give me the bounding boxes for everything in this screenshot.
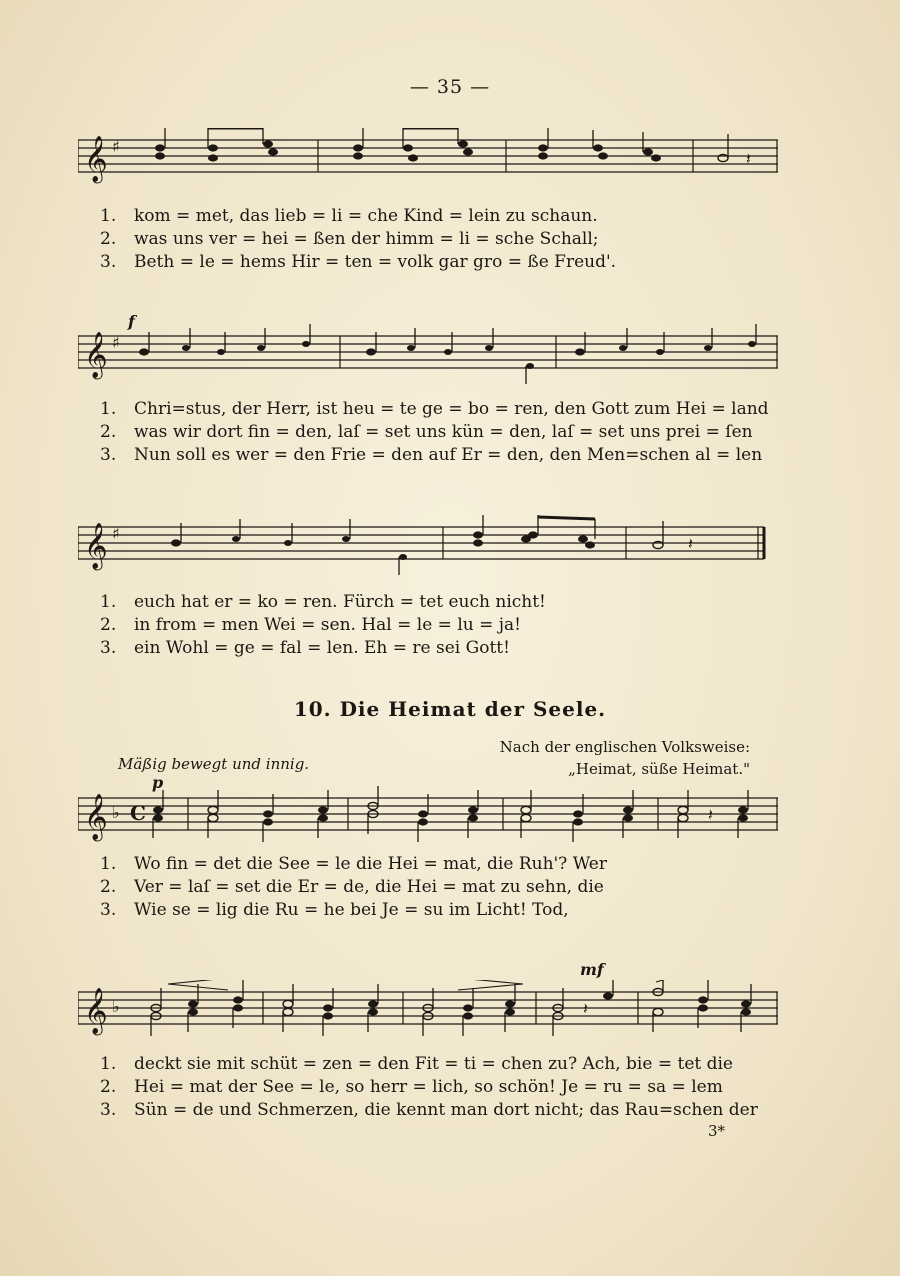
lyric-line (100, 853, 780, 876)
svg-text:𝄞: 𝄞 (84, 794, 108, 840)
music-staff (78, 980, 778, 1040)
lyric-text: was wir dort fin = den, laſ = set uns kün = den, laſ = set uns prei = ſen (134, 422, 753, 442)
lyric-text: kom = met, das lieb = li = che Kind = lein zu schaun. (134, 206, 598, 226)
svg-text:𝄞: 𝄞 (84, 523, 108, 569)
lyric-line (100, 251, 780, 274)
svg-text:𝄽: 𝄽 (708, 805, 713, 824)
svg-text:♭: ♭ (112, 803, 120, 822)
lyric-line (100, 637, 780, 660)
verse-number: 1. (100, 854, 117, 874)
music-staff (78, 515, 778, 575)
svg-text:♯: ♯ (112, 524, 120, 543)
lyric-line (100, 591, 780, 614)
lyrics-block (100, 591, 780, 660)
svg-text:𝄽: 𝄽 (688, 534, 693, 553)
verse-number: 1. (100, 206, 117, 226)
lyric-text: Ver = laſ = set die Er = de, die Hei = mat zu sehn, die (134, 877, 604, 897)
lyric-line (100, 228, 780, 251)
lyric-line (100, 398, 780, 421)
lyric-line (100, 444, 780, 467)
verse-number: 3. (100, 900, 117, 920)
source-line: „Heimat, süße Heimat." (568, 760, 750, 778)
lyric-text: Wo fin = det die See = le die Hei = mat, die Ruh'? Wer (134, 854, 607, 874)
lyric-text: Nun soll es wer = den Frie = den auf Er = den, den Men=schen al = len (134, 445, 763, 465)
svg-text:𝄞: 𝄞 (84, 332, 108, 378)
svg-text:𝄞: 𝄞 (84, 136, 108, 182)
tempo-marking: Mäßig bewegt und innig. (118, 755, 310, 773)
signature-mark: 3* (708, 1122, 726, 1140)
lyric-line (100, 899, 780, 922)
dynamic-marking: mf (580, 960, 604, 979)
dynamic-marking: f (128, 312, 135, 331)
verse-number: 3. (100, 1100, 117, 1120)
verse-number: 1. (100, 592, 117, 612)
source-note (500, 736, 750, 780)
lyric-line (100, 876, 780, 899)
lyric-text: Beth = le = hems Hir = ten = volk gar gro = ße Freud'. (134, 252, 617, 272)
svg-text:C: C (130, 801, 146, 825)
verse-number: 2. (100, 1077, 117, 1097)
music-staff (78, 128, 778, 188)
verse-number: 2. (100, 229, 117, 249)
verse-number: 2. (100, 615, 117, 635)
svg-text:♯: ♯ (112, 137, 120, 156)
song-title: 10. Die Heimat der Seele. (293, 697, 607, 721)
verse-number: 2. (100, 422, 117, 442)
lyric-line (100, 205, 780, 228)
verse-number: 3. (100, 445, 117, 465)
svg-text:♯: ♯ (112, 333, 120, 352)
lyric-text: ein Wohl = ge = fal = len. Eh = re sei Gott! (134, 638, 510, 658)
lyric-line (100, 1053, 780, 1076)
verse-number: 3. (100, 638, 117, 658)
lyrics-block (100, 1053, 780, 1122)
lyric-text: Chri=stus, der Herr, ist heu = te ge = bo = ren, den Gott zum Hei = land (134, 399, 769, 419)
svg-text:𝄞: 𝄞 (84, 988, 108, 1034)
verse-number: 3. (100, 252, 117, 272)
lyric-text: Sün = de und Schmerzen, die kennt man dort nicht; das Rau=schen der (134, 1100, 758, 1120)
lyric-text: Hei = mat der See = le, so herr = lich, so schön! Je = ru = sa = lem (134, 1077, 723, 1097)
verse-number: 1. (100, 399, 117, 419)
source-line: Nach der englischen Volksweise: (499, 738, 750, 756)
svg-text:𝄽: 𝄽 (583, 999, 588, 1018)
lyric-text: deckt sie mit schüt = zen = den Fit = ti = chen zu? Ach, bie = tet die (134, 1054, 733, 1074)
svg-text:♭: ♭ (112, 997, 120, 1016)
lyric-line (100, 421, 780, 444)
lyric-line (100, 1076, 780, 1099)
verse-number: 2. (100, 877, 117, 897)
verse-number: 1. (100, 1054, 117, 1074)
lyric-text: Wie se = lig die Ru = he bei Je = su im Licht! Tod, (134, 900, 569, 920)
lyric-line (100, 1099, 780, 1122)
lyrics-block (100, 853, 780, 922)
dynamic-marking: p (152, 773, 164, 792)
lyric-text: euch hat er = ko = ren. Fürch = tet euch nicht! (134, 592, 546, 612)
lyric-text: was uns ver = hei = ßen der himm = li = sche Schall; (134, 229, 599, 249)
lyric-line (100, 614, 780, 637)
music-staff (78, 324, 778, 384)
svg-text:𝄽: 𝄽 (746, 149, 751, 168)
lyric-text: in from = men Wei = sen. Hal = le = lu = ja! (134, 615, 521, 635)
page-number: — 35 — (409, 76, 491, 98)
lyrics-block (100, 398, 780, 467)
lyrics-block (100, 205, 780, 274)
music-staff (78, 786, 778, 846)
